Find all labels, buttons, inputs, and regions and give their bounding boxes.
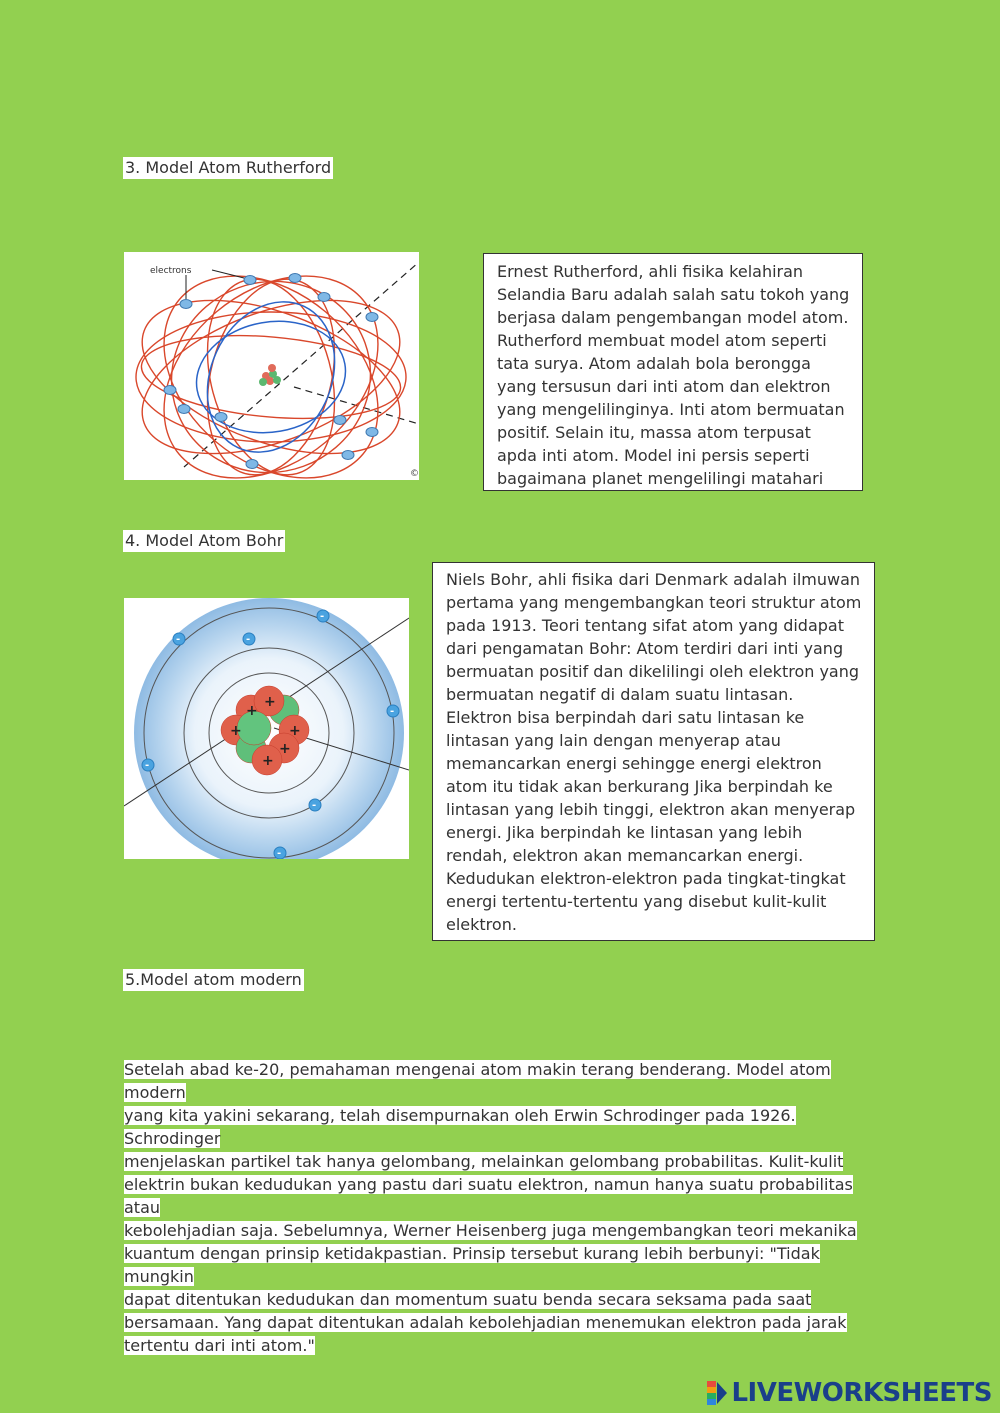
modern-line: menjelaskan partikel tak hanya gelombang, melainkan gelombang probabilitas. Kulit-kulit xyxy=(124,1152,844,1171)
svg-text:+: + xyxy=(289,723,301,739)
svg-text:-: - xyxy=(320,611,325,622)
electrons-label: electrons xyxy=(150,266,192,276)
liveworksheets-wordmark: LIVEWORKSHEETS xyxy=(731,1378,992,1408)
bohr-heading: 4. Model Atom Bohr xyxy=(125,531,284,550)
svg-text:+: + xyxy=(279,741,291,757)
modern-line: kuantum dengan prinsip ketidakpastian. Prinsip tersebut kurang lebih berbunyi: "Tidak mungkin xyxy=(124,1244,820,1286)
modern-line: bersamaan. Yang dapat ditentukan adalah kebolehjadian menemukan elektron pada jarak xyxy=(124,1313,847,1332)
svg-text:-: - xyxy=(176,634,181,645)
svg-text:-: - xyxy=(390,706,395,717)
svg-text:-: - xyxy=(145,760,150,771)
svg-text:-: - xyxy=(246,634,251,645)
modern-heading: 5.Model atom modern xyxy=(125,970,302,989)
modern-description xyxy=(124,1058,876,1357)
modern-line: yang kita yakini sekarang, telah disempurnakan oleh Erwin Schrodinger pada 1926. Schrodinger xyxy=(124,1106,796,1148)
copyright-mark: © xyxy=(410,469,419,479)
bohr-description: Niels Bohr, ahli fisika dari Denmark adalah ilmuwan pertama yang mengembangkan teori struktur atom pada 1913. Teori tentang sifat atom yang didapat dari pengamatan Bohr: Atom terdiri dari inti yang bermuatan positif dan dikelilingi oleh elektron yang bermuatan negatif di dalam suatu lintasan. Elektron bisa berpindah dari satu lintasan ke lintasan yang lain dengan menyerap atau memancarkan energi sehingge energi elektron atom itu tidak akan berkurang Jika berpindah ke lintasan yang lebih tinggi, elektron akan menyerap energi. Jika berpindah ke lintasan yang lebih rendah, elektron akan memancarkan energi. Kedudukan elektron-elektron pada tingkat-tingkat energi tertentu-tertentu yang disebut kulit-kulit elektron. xyxy=(432,562,875,941)
svg-text:+: + xyxy=(246,703,258,719)
rutherford-atom-image xyxy=(124,252,419,480)
modern-line: elektrin bukan kedudukan yang pastu dari suatu elektron, namun hanya suatu probabilitas atau xyxy=(124,1175,853,1217)
modern-line: dapat ditentukan kedudukan dan momentum suatu benda secara seksama pada saat xyxy=(124,1290,812,1309)
svg-text:+: + xyxy=(262,753,274,769)
rutherford-description: Ernest Rutherford, ahli fisika kelahiran Selandia Baru adalah salah satu tokoh yang berjasa dalam pengembangan model atom. Rutherford membuat model atom seperti tata surya. Atom adalah bola berongga yang tersusun dari inti atom dan elektron yang mengelilinginya. Inti atom bermuatan positif. Selain itu, massa atom terpusat apda inti atom. Model ini persis seperti bagaimana planet mengelilingi matahari xyxy=(483,253,863,491)
svg-text:-: - xyxy=(277,848,282,859)
liveworksheets-logo[interactable] xyxy=(706,1378,992,1408)
modern-line: Setelah abad ke-20, pemahaman mengenai atom makin terang benderang. Model atom modern xyxy=(124,1060,831,1102)
svg-text:-: - xyxy=(312,800,317,811)
svg-text:+: + xyxy=(230,723,242,739)
rutherford-heading: 3. Model Atom Rutherford xyxy=(125,158,332,177)
bohr-atom-image xyxy=(124,598,409,859)
modern-line: kebolehjadian saja. Sebelumnya, Werner Heisenberg juga mengembangkan teori mekanika xyxy=(124,1221,857,1240)
modern-line: tertentu dari inti atom." xyxy=(124,1336,315,1355)
liveworksheets-icon xyxy=(706,1380,728,1406)
svg-text:+: + xyxy=(264,694,276,710)
